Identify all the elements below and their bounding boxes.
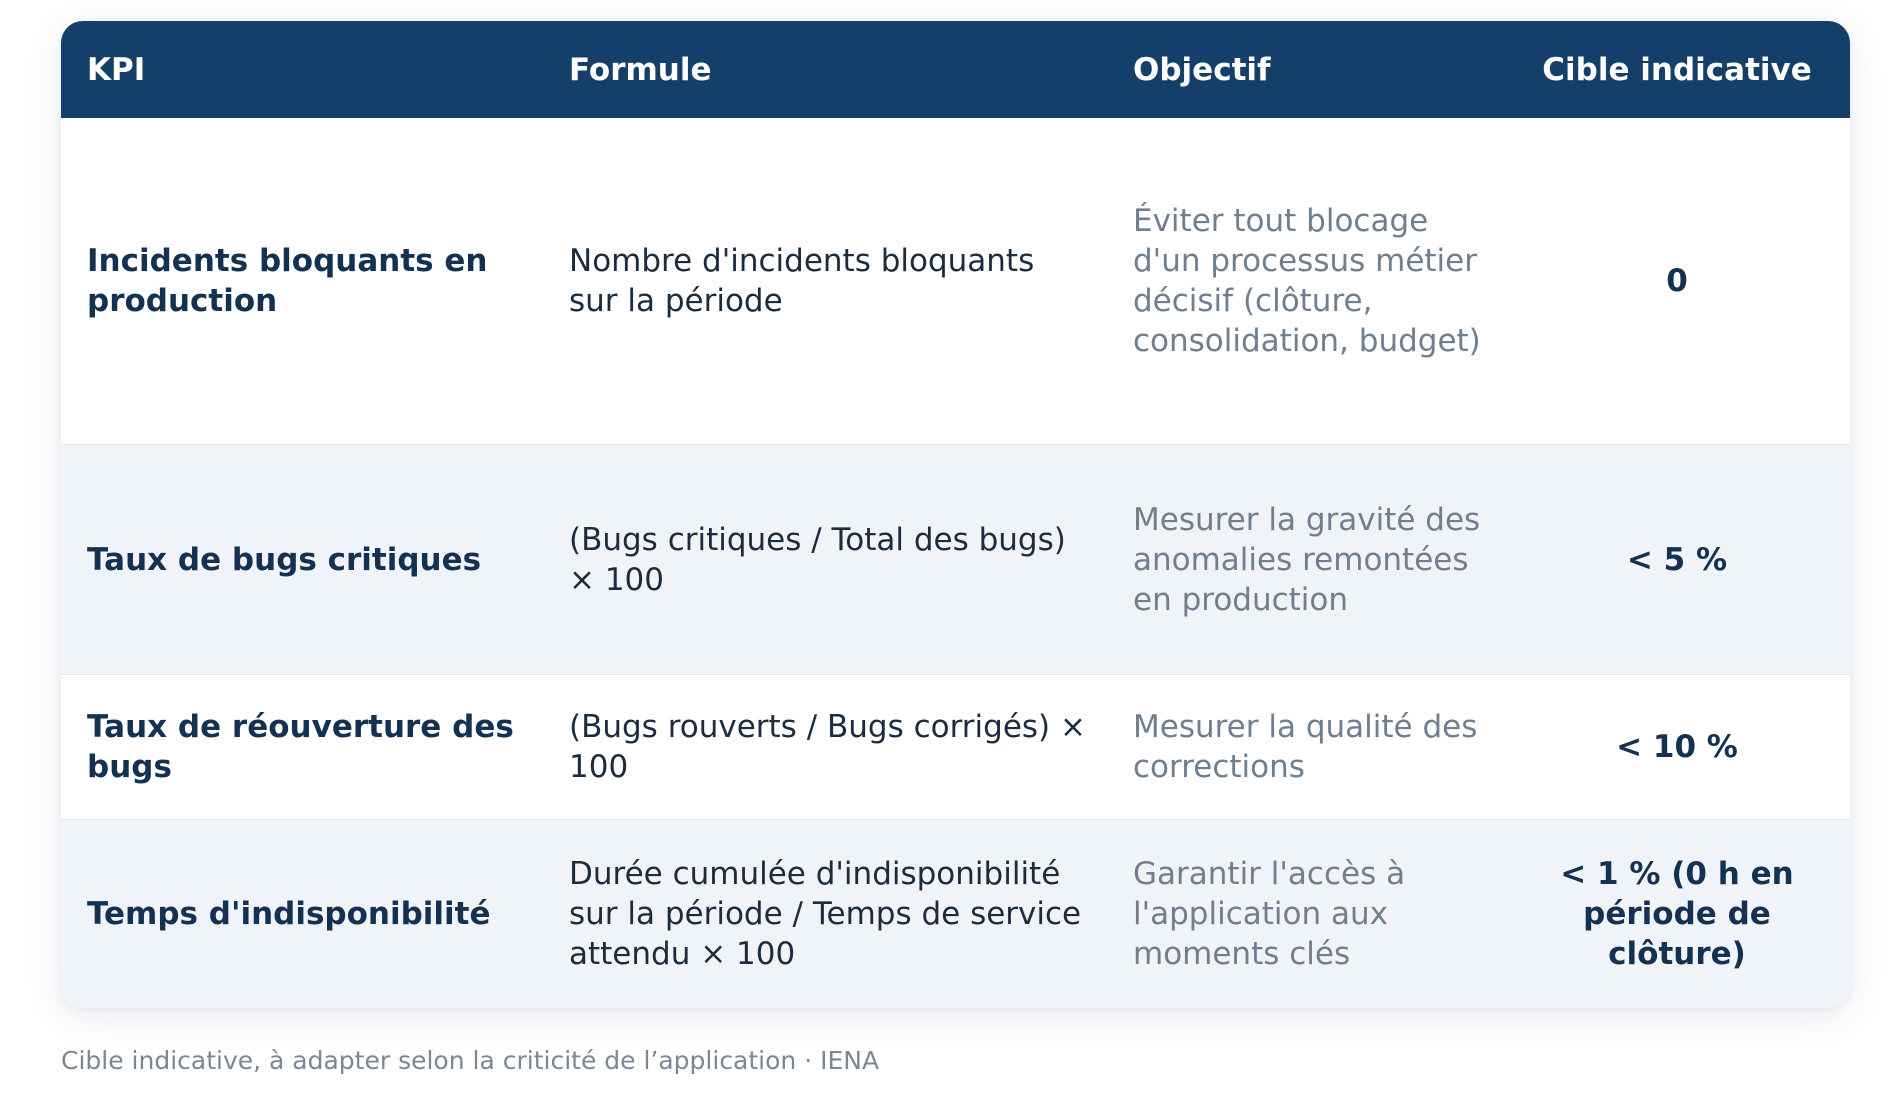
header-formule: Formule [569, 51, 712, 88]
target-cell: < 1 % (0 h en période de clôture) [1560, 856, 1794, 972]
objective-cell: Mesurer la qualité des corrections [1133, 709, 1478, 785]
formula-cell: (Bugs rouverts / Bugs corrigés) × 100 [569, 709, 1086, 785]
table-row [61, 819, 1850, 1008]
header-cible: Cible indicative [1542, 51, 1812, 88]
objective-cell: Mesurer la gravité des anomalies remontées en production [1133, 501, 1481, 618]
kpi-cell: Incidents bloquants en production [87, 243, 488, 319]
kpi-table [61, 21, 1850, 1008]
target-cell: < 5 % [1626, 541, 1728, 578]
kpi-cell: Temps d'indisponibilité [87, 896, 491, 932]
objective-cell: Garantir l'accès à l'application aux moments clés [1133, 856, 1406, 972]
header-objectif: Objectif [1133, 51, 1271, 88]
table-row [61, 118, 1850, 444]
target-cell: 0 [1666, 263, 1688, 299]
table-row [61, 444, 1850, 674]
formula-cell: Nombre d'incidents bloquants sur la période [569, 243, 1035, 319]
table-header [61, 21, 1850, 118]
header-kpi: KPI [87, 51, 146, 88]
objective-cell: Éviter tout blocage d'un processus métier décisif (clôture, consolidation, budget) [1133, 203, 1481, 359]
table-caption: Cible indicative, à adapter selon la criticité de l’application · IENA [61, 1046, 880, 1075]
formula-cell: Durée cumulée d'indisponibilité sur la période / Temps de service attendu × 100 [569, 856, 1082, 972]
kpi-cell: Taux de réouverture des bugs [87, 709, 514, 785]
table-row [61, 674, 1850, 819]
formula-cell: (Bugs critiques / Total des bugs) × 100 [569, 521, 1066, 598]
target-cell: < 10 % [1616, 729, 1738, 765]
kpi-cell: Taux de bugs critiques [87, 541, 482, 578]
